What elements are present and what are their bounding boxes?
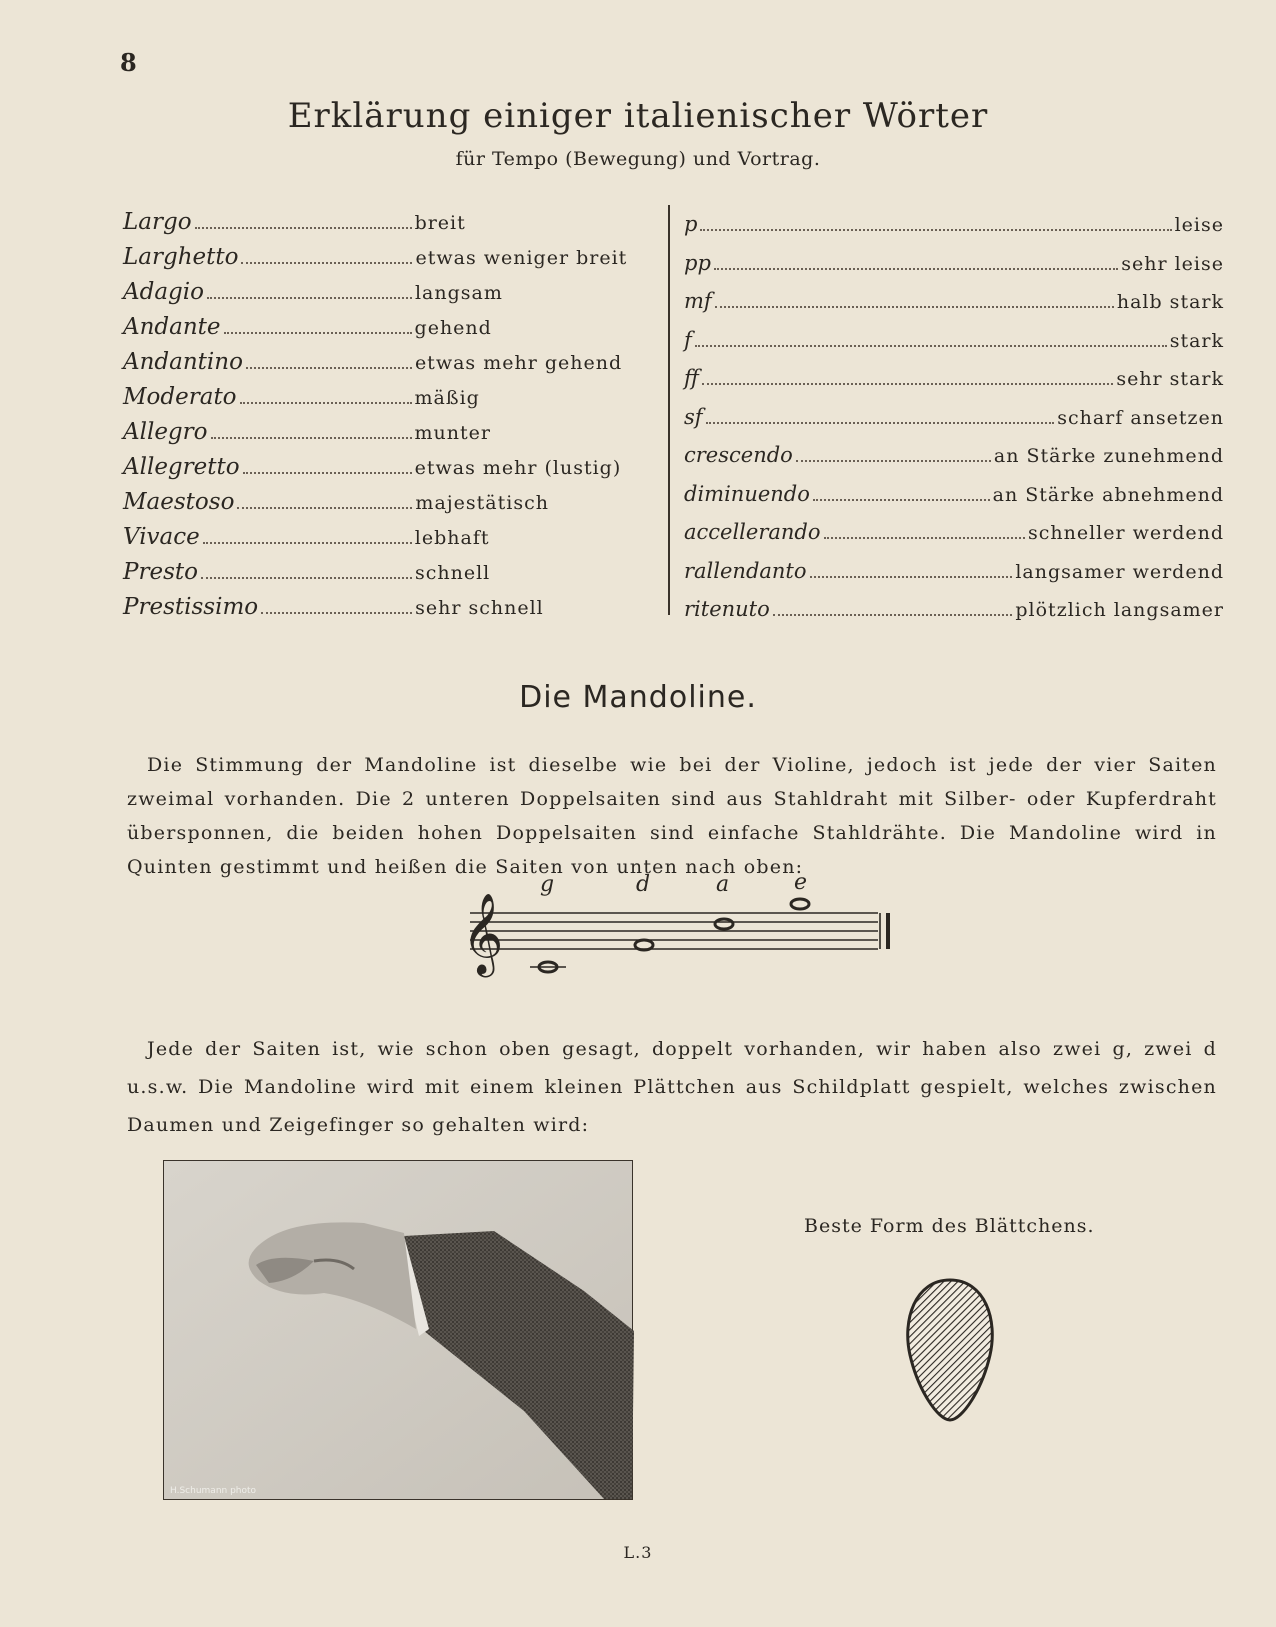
glossary-meaning: sehr schnell bbox=[415, 597, 544, 619]
glossary-meaning: schnell bbox=[414, 562, 491, 584]
glossary-meaning: majestätisch bbox=[415, 492, 549, 514]
treble-clef-icon: 𝄞 bbox=[462, 892, 504, 974]
leader-dots bbox=[203, 541, 412, 544]
glossary-term: ritenuto bbox=[684, 597, 770, 621]
leader-dots bbox=[796, 459, 991, 462]
glossary-meaning: gehend bbox=[414, 317, 492, 339]
note-e bbox=[791, 899, 809, 909]
glossary-term: f bbox=[684, 327, 692, 352]
glossary-meaning: etwas mehr (lustig) bbox=[414, 457, 622, 479]
leader-dots bbox=[706, 421, 1055, 424]
glossary-row bbox=[123, 240, 648, 275]
glossary-term: pp bbox=[684, 250, 711, 275]
glossary-meaning: sehr leise bbox=[1121, 252, 1224, 275]
glossary-row bbox=[684, 590, 1224, 629]
glossary-meaning: plötzlich langsamer bbox=[1015, 599, 1224, 621]
glossary-meaning: mäßig bbox=[414, 387, 480, 409]
leader-dots bbox=[201, 576, 412, 579]
note-d bbox=[635, 940, 653, 950]
svg-text:H.Schumann photo: H.Schumann photo bbox=[170, 1486, 257, 1496]
leader-dots bbox=[715, 305, 1114, 308]
glossary-term: Andantino bbox=[123, 349, 243, 375]
page-subtitle: für Tempo (Bewegung) und Vortrag. bbox=[455, 148, 821, 170]
leader-dots bbox=[813, 498, 990, 501]
leader-dots bbox=[246, 366, 412, 369]
glossary-meaning: etwas mehr gehend bbox=[414, 352, 623, 374]
glossary-term: rallendanto bbox=[684, 558, 807, 583]
glossary-term: p bbox=[684, 212, 698, 236]
tempo-glossary bbox=[123, 205, 648, 625]
glossary-row bbox=[123, 450, 648, 485]
leader-dots bbox=[695, 344, 1167, 347]
column-divider bbox=[668, 205, 670, 615]
glossary-meaning: langsamer werdend bbox=[1015, 560, 1224, 583]
glossary-term: Largo bbox=[123, 209, 192, 235]
page-number: 8 bbox=[120, 48, 137, 77]
glossary-meaning: an Stärke abnehmend bbox=[992, 483, 1224, 506]
string-label-d: d bbox=[636, 872, 651, 897]
glossary-term: Maestoso bbox=[123, 489, 235, 515]
leader-dots bbox=[810, 575, 1013, 578]
glossary-term: Allegro bbox=[123, 419, 208, 445]
pick-shape-icon bbox=[900, 1275, 1000, 1425]
glossary-row bbox=[684, 244, 1224, 283]
pick-caption: Beste Form des Blättchens. bbox=[804, 1215, 1095, 1237]
glossary-term: Allegretto bbox=[123, 454, 240, 480]
note-a bbox=[715, 919, 733, 929]
glossary-term: sf bbox=[684, 404, 703, 429]
hand-holding-pick-image bbox=[164, 1161, 632, 1499]
leader-dots bbox=[237, 506, 412, 509]
glossary-meaning: breit bbox=[414, 212, 466, 234]
glossary-row bbox=[684, 282, 1224, 321]
glossary-row bbox=[123, 485, 648, 520]
leader-dots bbox=[700, 228, 1171, 231]
glossary-meaning: etwas weniger breit bbox=[415, 247, 628, 269]
page-title: Erklärung einiger italienischer Wörter bbox=[287, 96, 989, 136]
glossary-term: mf bbox=[684, 289, 712, 313]
glossary-term: Moderato bbox=[123, 384, 237, 410]
glossary-row bbox=[684, 436, 1224, 475]
glossary-row bbox=[684, 513, 1224, 552]
glossary-meaning: halb stark bbox=[1116, 291, 1224, 313]
leader-dots bbox=[261, 611, 412, 614]
glossary-meaning: schneller werdend bbox=[1027, 522, 1224, 544]
section-title: Die Mandoline. bbox=[519, 680, 757, 715]
leader-dots bbox=[240, 401, 412, 404]
leader-dots bbox=[824, 536, 1025, 539]
glossary-row bbox=[123, 345, 648, 380]
glossary-row bbox=[684, 398, 1224, 437]
glossary-meaning: leise bbox=[1174, 214, 1224, 236]
glossary-term: Prestissimo bbox=[123, 594, 259, 620]
leader-dots bbox=[224, 331, 412, 334]
music-staff bbox=[460, 870, 890, 995]
leader-dots bbox=[241, 261, 412, 264]
leader-dots bbox=[702, 382, 1113, 385]
leader-dots bbox=[773, 613, 1013, 616]
glossary-row bbox=[123, 275, 648, 310]
glossary-row bbox=[123, 310, 648, 345]
glossary-term: accellerando bbox=[684, 520, 821, 544]
dynamics-glossary bbox=[684, 205, 1224, 629]
hand-photo bbox=[163, 1160, 633, 1500]
glossary-row bbox=[684, 475, 1224, 514]
leader-dots bbox=[714, 267, 1118, 270]
glossary-meaning: stark bbox=[1169, 329, 1224, 352]
glossary-meaning: lebhaft bbox=[414, 527, 490, 549]
glossary-meaning: munter bbox=[414, 422, 491, 444]
glossary-row bbox=[123, 555, 648, 590]
glossary-term: Adagio bbox=[123, 279, 204, 305]
glossary-row bbox=[684, 359, 1224, 398]
glossary-meaning: scharf ansetzen bbox=[1057, 406, 1224, 429]
string-label-g: g bbox=[540, 872, 555, 897]
glossary-row bbox=[123, 520, 648, 555]
glossary-term: Andante bbox=[123, 314, 221, 340]
glossary-row bbox=[123, 590, 648, 625]
glossary-row bbox=[123, 380, 648, 415]
glossary-term: Larghetto bbox=[123, 244, 239, 270]
paragraph-pick: Jede der Saiten ist, wie schon oben gesagt, doppelt vorhanden, wir haben also zwei g, zwei d u.s.w. Die Mandoline wird mit einem kleinen Plättchen aus Schildplatt gespielt, welches zwischen Daumen und Zeigefinger so gehalten wird: bbox=[127, 1038, 1217, 1136]
glossary-row bbox=[684, 321, 1224, 360]
glossary-term: Presto bbox=[123, 559, 198, 585]
paragraph-tuning: Die Stimmung der Mandoline ist dieselbe wie bei der Violine, jedoch ist jede der vier Saiten zweimal vorhanden. Die 2 unteren Doppelsaiten sind aus Stahldraht mit Silber- oder Kupferdraht übersponnen, die beiden hohen Doppelsaiten sind einfache Stahldrähte. Die Mandoline wird in Quinten gestimmt und heißen die Saiten von unten nach oben: bbox=[127, 754, 1217, 878]
leader-dots bbox=[211, 436, 412, 439]
glossary-row bbox=[123, 415, 648, 450]
leader-dots bbox=[207, 296, 412, 299]
glossary-term: diminuendo bbox=[684, 481, 810, 506]
leader-dots bbox=[195, 226, 412, 229]
glossary-row bbox=[123, 205, 648, 240]
glossary-term: ff bbox=[684, 366, 699, 390]
glossary-row bbox=[684, 552, 1224, 591]
glossary-meaning: sehr stark bbox=[1116, 368, 1224, 390]
leader-dots bbox=[243, 471, 412, 474]
glossary-row bbox=[684, 205, 1224, 244]
footer-mark: L.3 bbox=[623, 1543, 653, 1562]
glossary-meaning: an Stärke zunehmend bbox=[993, 445, 1224, 467]
glossary-meaning: langsam bbox=[414, 282, 503, 304]
glossary-term: crescendo bbox=[684, 443, 793, 467]
string-label-e: e bbox=[794, 870, 808, 895]
glossary-term: Vivace bbox=[123, 524, 200, 550]
string-label-a: a bbox=[716, 872, 730, 897]
